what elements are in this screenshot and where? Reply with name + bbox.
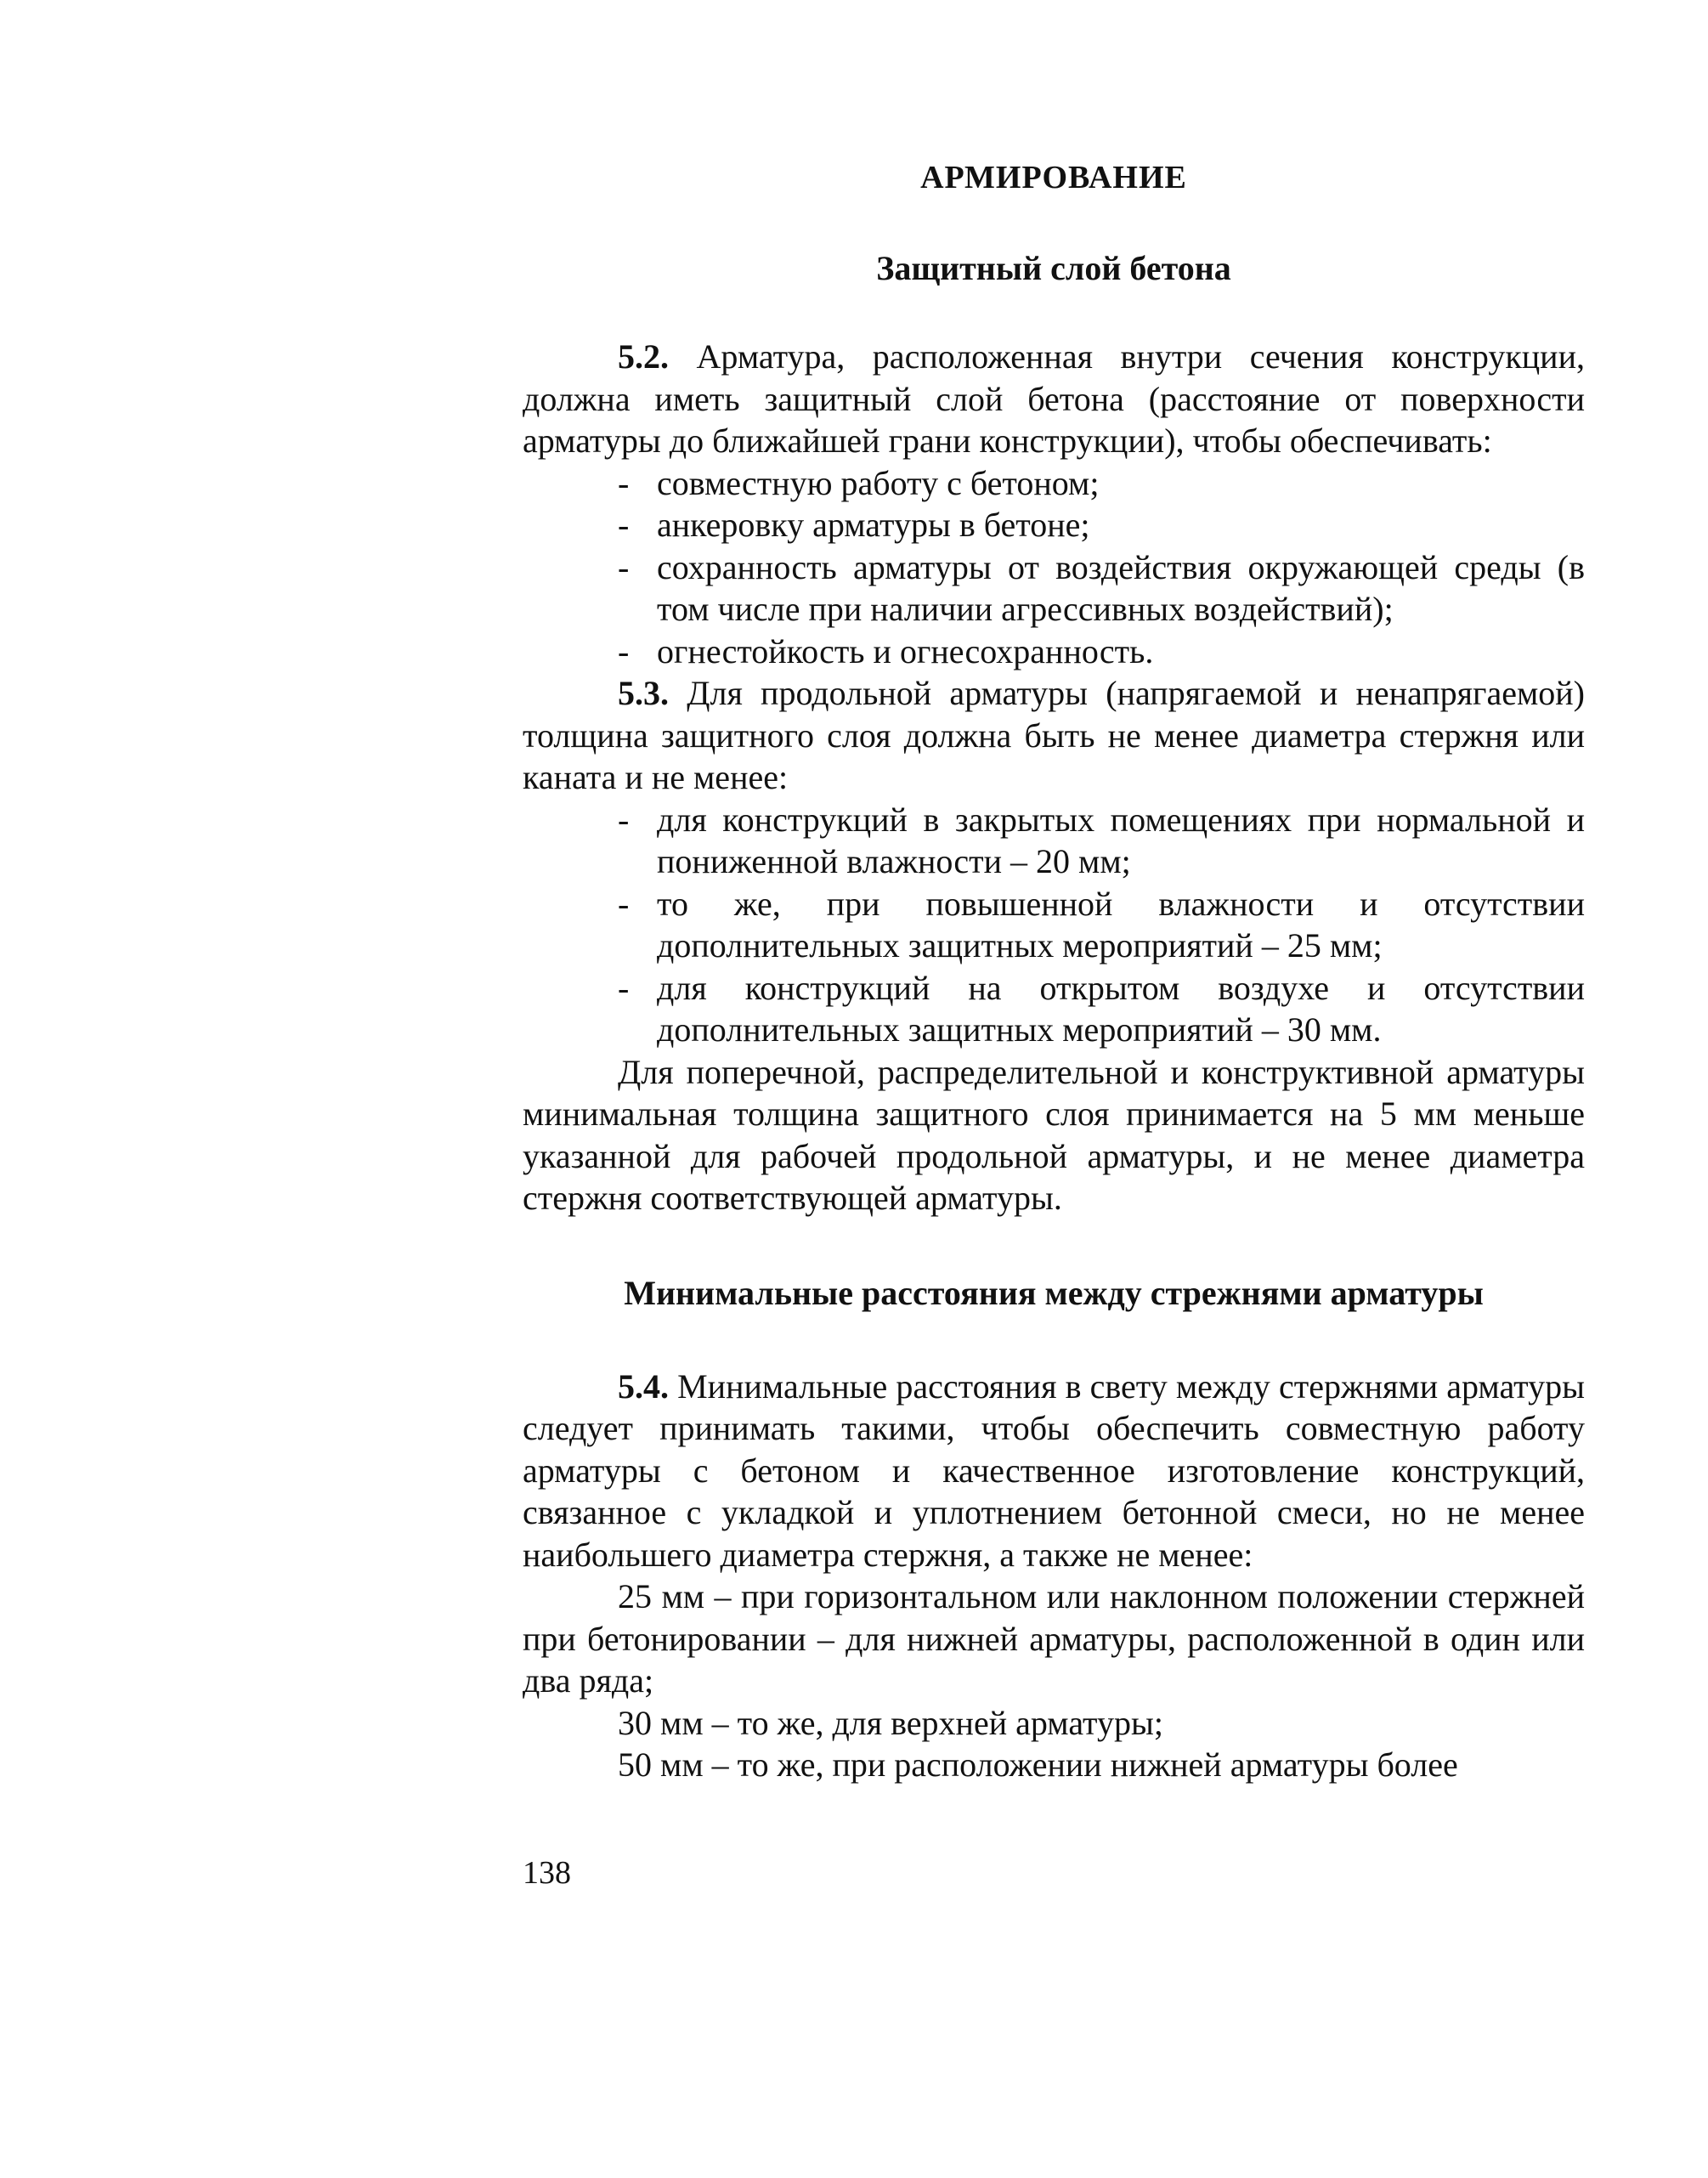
paragraph-text: Для продольной арматуры (напрягаемой и ненапрягаемой) толщина защитного слоя должна быть не менее диаметра стержня или каната и не менее: <box>523 674 1585 796</box>
paragraph-transverse-reinforcement: Для поперечной, распределительной и конструктивной арматуры минимальная толщина защитного слоя принимается на 5 мм меньше указанной для рабочей продольной арматуры, и не менее диаметра стержня соответствующей арматуры. <box>523 1052 1585 1217</box>
paragraph-25mm: 25 мм – при горизонтальном или наклонном положении стержней при бетонировании – для нижней арматуры, расположенной в один или два ряда; <box>523 1577 1585 1700</box>
paragraph-5-4 <box>523 1366 1585 1576</box>
list-item <box>618 883 1585 967</box>
dash-bullet: - <box>618 506 630 544</box>
dash-bullet: - <box>618 884 630 923</box>
clause-number: 5.2. <box>618 337 669 376</box>
clause-number: 5.4. <box>618 1366 669 1406</box>
subsection-title-min-distances: Минимальные расстояния между стрежнями арматуры <box>624 1273 1484 1312</box>
clause-number: 5.3. <box>618 674 669 712</box>
dash-bullet: - <box>618 463 630 502</box>
list-5-3 <box>523 799 1585 1051</box>
list-item-text: для конструкций в закрытых помещениях при нормальной и пониженной влажности – 20 мм; <box>657 800 1585 880</box>
list-item-text: совместную работу с бетоном; <box>657 463 1100 502</box>
list-item-text: то же, при повышенной влажности и отсутствии дополнительных защитных мероприятий – 25 мм; <box>657 884 1585 965</box>
list-item <box>618 631 1585 673</box>
list-item <box>618 546 1585 631</box>
list-item <box>618 967 1585 1051</box>
section-title: АРМИРОВАНИЕ <box>920 160 1187 195</box>
list-item-text: для конструкций на открытом воздухе и отсутствии дополнительных защитных мероприятий – 30 мм. <box>657 968 1585 1049</box>
list-5-2 <box>523 462 1585 673</box>
document-page <box>523 157 1585 1786</box>
list-item <box>618 462 1585 505</box>
dash-bullet: - <box>618 968 630 1007</box>
page-number: 138 <box>523 1855 571 1891</box>
list-item <box>618 504 1585 546</box>
paragraph-text: Минимальные расстояния в свету между стержнями арматуры следует принимать такими, чтобы обеспечить совместную работу арматуры с бетоном и качественное изготовление конструкций, связанное с укладкой и уплотнением бетонной смеси, но не менее наибольшего диаметра стержня, а также не менее: <box>523 1366 1585 1574</box>
list-item-text: сохранность арматуры от воздействия окружающей среды (в том числе при наличии агрессивных воздействий); <box>657 547 1585 628</box>
list-item-text: анкеровку арматуры в бетоне; <box>657 506 1090 544</box>
paragraph-text: Арматура, расположенная внутри сечения конструкции, должна иметь защитный слой бетона (расстояние от поверхности арматуры до ближайшей грани конструкции), чтобы обеспечивать: <box>523 337 1585 460</box>
paragraph-30mm: 30 мм – то же, для верхней арматуры; <box>618 1703 1163 1742</box>
list-item-text: огнестойкость и огнесохранность. <box>657 631 1154 670</box>
paragraph-5-2 <box>523 336 1585 462</box>
dash-bullet: - <box>618 800 630 839</box>
paragraph-50mm: 50 мм – то же, при расположении нижней арматуры более <box>618 1745 1458 1784</box>
dash-bullet: - <box>618 631 630 670</box>
list-item <box>618 799 1585 883</box>
subsection-title-protective-layer: Защитный слой бетона <box>876 249 1231 287</box>
dash-bullet: - <box>618 547 630 586</box>
paragraph-5-3 <box>523 672 1585 799</box>
